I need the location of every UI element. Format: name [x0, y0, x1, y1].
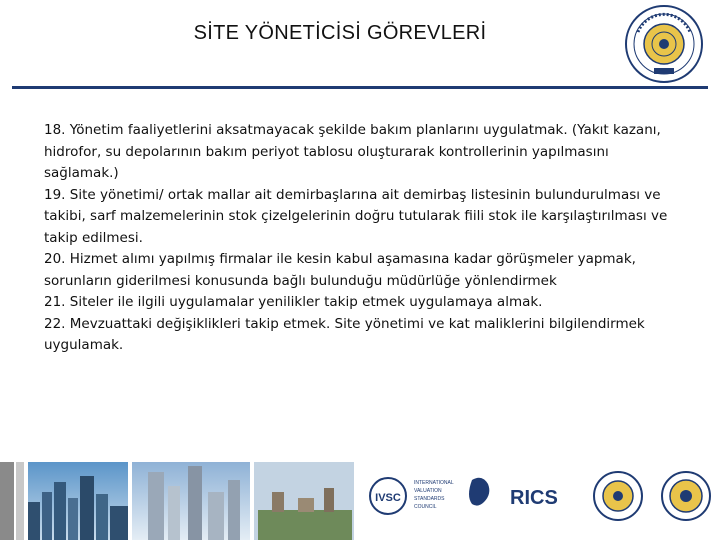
task-item-20: 20. Hizmet alımı yapılmış firmalar ile kesin kabul aşamasına kadar görüşmeler yapmak, sorunların giderilmesi konusunda bağlı bulunduğu müdürlüğe yönlendirmek — [44, 251, 636, 289]
city-skyline-photo — [28, 462, 354, 540]
footer-side-bar-light — [16, 462, 24, 540]
footer-side-bar — [0, 462, 14, 540]
task-item-22: 22. Mevzuattaki değişiklikleri takip etmek. Site yönetimi ve kat maliklerini bilgilendirmek uygulamak. — [44, 315, 645, 353]
ivsc-abbr: IVSC — [375, 492, 401, 504]
title-divider — [12, 86, 708, 89]
partner-logos — [360, 462, 720, 540]
ivsc-line-3: STANDARDS — [414, 496, 445, 502]
task-item-19: 19. Site yönetimi/ ortak mallar ait demirbaşlarına ait demirbaş listesinin bulundurulması ve takibi, sarf malzemelerinin stok çizelgelerinin doğru tutularak fiili stok ile karşılaştırılması ve takip edilmesi. — [44, 186, 668, 246]
ivsc-line-4: COUNCIL — [414, 504, 437, 510]
ivsc-line-2: VALUATION — [414, 488, 442, 494]
university-seal-icon — [624, 4, 704, 84]
logo-strip — [360, 462, 720, 540]
slide-title: SİTE YÖNETİCİSİ GÖREVLERİ — [193, 22, 487, 44]
task-item-21: 21. Siteler ile ilgili uygulamalar yenilikler takip etmek uygulamaya almak. — [44, 294, 543, 310]
task-list — [44, 120, 684, 357]
task-item-18: 18. Yönetim faaliyetlerini aksatmayacak şekilde bakım planlarını uygulatmak. (Yakıt kazanı, hidrofor, su depolarının bakım periyot tablosu oluşturarak kontrollerinin yapılmasını sağlamak.) — [44, 122, 661, 181]
rics-wordmark: RICS — [510, 487, 558, 509]
ivsc-line-1: INTERNATIONAL — [414, 480, 454, 486]
rics-lion-icon — [469, 478, 489, 506]
